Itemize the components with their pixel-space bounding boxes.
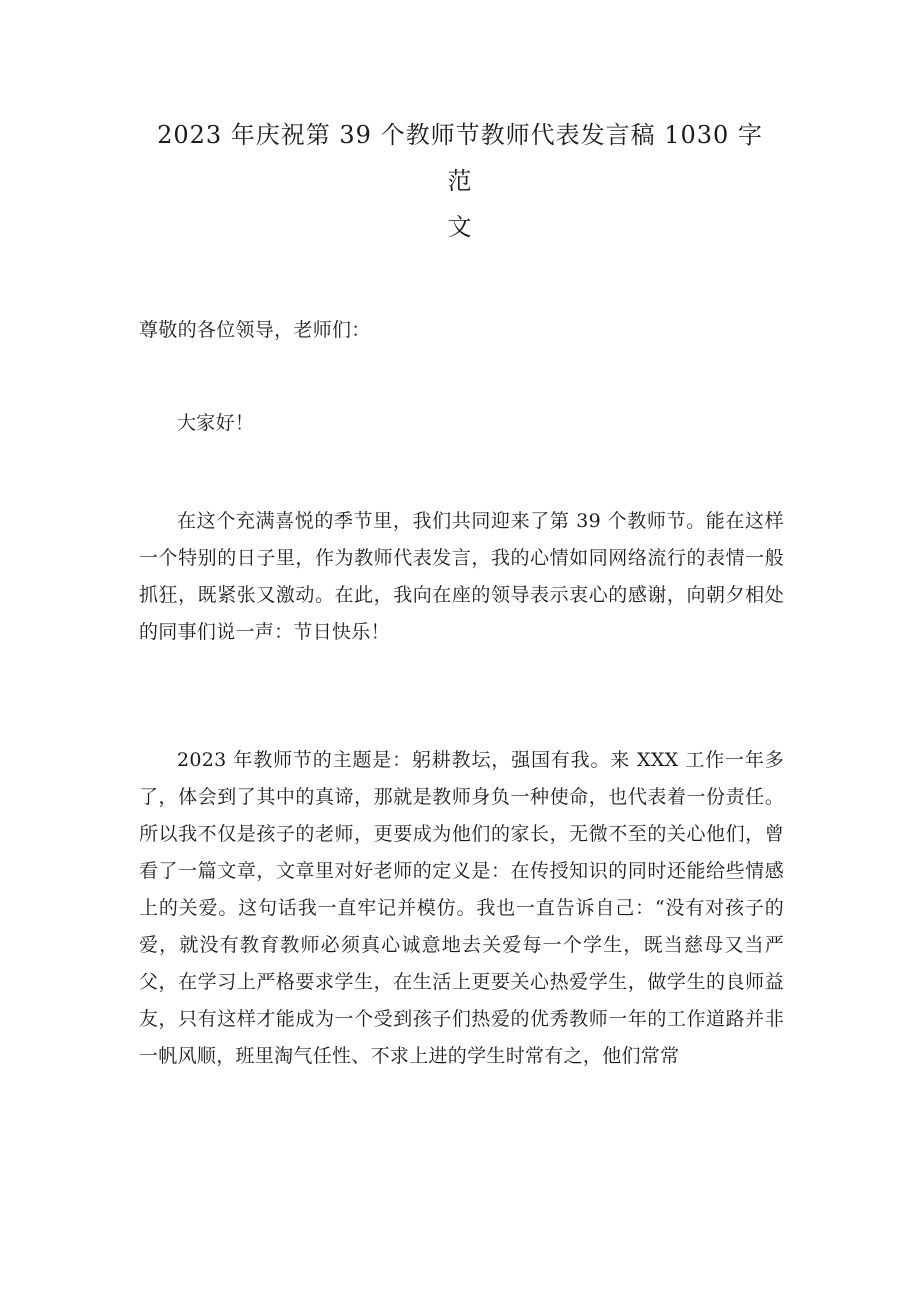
title-line-2: 范	[447, 167, 473, 195]
paragraph-2: 2023 年教师节的主题是：躬耕教坛，强国有我。来 XXX 工作一年多了，体会到了其中的真谛，那就是教师身负一种使命，也代表着一份责任。所以我不仅是孩子的老师，更要成为他们的家长，无微不至的关心他们，曾看了一篇文章，文章里对好老师的定义是：在传授知识的同时还能给些情感上的关爱。这句话我一直牢记并模仿。我也一直告诉自己：“没有对孩子的爱，就没有教育教师必须真心诚意地去关爱每一个学生，既当慈母又当严父，在学习上严格要求学生，在生活上更要关心热爱学生，做学生的良师益友，只有这样才能成为一个受到孩子们热爱的优秀教师一年的工作道路并非一帆风顺，班里淘气任性、不求上进的学生时常有之，他们常常	[139, 749, 784, 1067]
title-line-3: 文	[447, 213, 473, 241]
document-title	[130, 112, 790, 250]
greeting: 大家好！	[177, 412, 255, 434]
paragraph-1: 在这个充满喜悦的季节里，我们共同迎来了第 39 个教师节。能在这样一个特别的日子里，作为教师代表发言，我的心情如同网络流行的表情一般抓狂，既紧张又激动。在此，我向在座的领导表示衷心的感谢，向朝夕相处的同事们说一声：节日快乐！	[139, 510, 784, 643]
title-line-1: 2023 年庆祝第 39 个教师节教师代表发言稿 1030 字	[157, 121, 763, 149]
salutation: 尊敬的各位领导，老师们：	[139, 319, 371, 341]
